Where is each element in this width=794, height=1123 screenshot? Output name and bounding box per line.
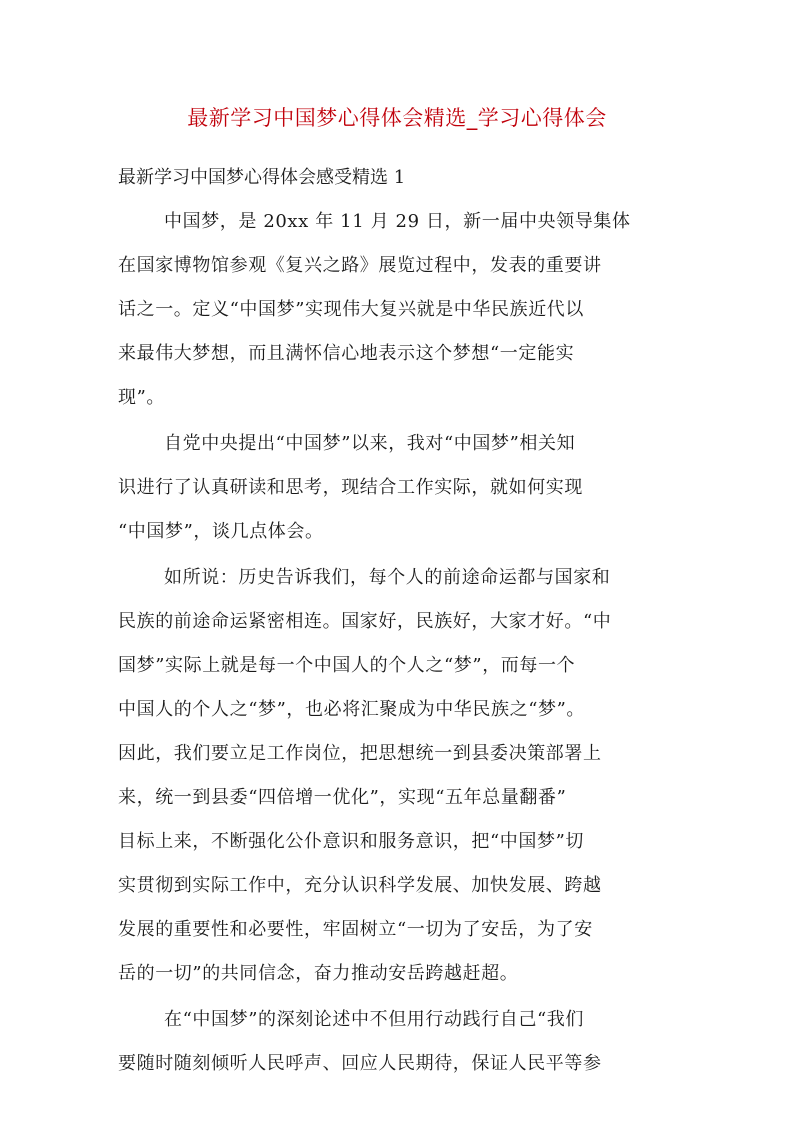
paragraph-line: 民族的前途命运紧密相连。国家好，民族好，大家才好。“中: [118, 611, 612, 632]
paragraph-line: 目标上来，不断强化公仆意识和服务意识，把“中国梦”切: [118, 831, 585, 852]
paragraph-line: 现”。: [118, 387, 166, 408]
paragraph-3: [118, 556, 688, 996]
paragraph-line: 要随时随刻倾听人民呼声、回应人民期待，保证人民平等参: [118, 1053, 602, 1074]
paragraph-line: 自党中央提出“中国梦”以来，我对“中国梦”相关知: [164, 433, 576, 454]
paragraph-line: 来最伟大梦想，而且满怀信心地表示这个梦想“一定能实: [118, 343, 575, 364]
paragraph-line: 在“中国梦”的深刻论述中不但用行动践行自己“我们: [164, 1009, 585, 1030]
paragraph-line: 岳的一切”的共同信念，奋力推动安岳跨越赶超。: [118, 963, 519, 984]
paragraph-line: “中国梦”，谈几点体会。: [118, 521, 324, 542]
paragraph-line: 在国家博物馆参观《复兴之路》展览过程中，发表的重要讲: [118, 255, 602, 276]
document-body: [118, 200, 688, 1086]
paragraph-line: 识进行了认真研读和思考，现结合工作实际，就如何实现: [118, 477, 583, 498]
paragraph-line: 话之一。定义“中国梦”实现伟大复兴就是中华民族近代以: [118, 299, 585, 320]
paragraph-4: [118, 998, 688, 1086]
paragraph-line: 发展的重要性和必要性，牢固树立“一切为了安岳，为了安: [118, 919, 593, 940]
section-subtitle: 最新学习中国梦心得体会感受精选 1: [118, 167, 406, 188]
paragraph-line: 国梦”实际上就是每一个中国人的个人之“梦”，而每一个: [118, 655, 576, 676]
paragraph-line: 如所说：历史告诉我们，每个人的前途命运都与国家和: [164, 567, 611, 588]
paragraph-1: [118, 200, 688, 420]
paragraph-line: 来，统一到县委“四倍增一优化”，实现“五年总量翻番”: [118, 787, 567, 808]
paragraph-line: 因此，我们要立足工作岗位，把思想统一到县委决策部署上: [118, 743, 602, 764]
paragraph-2: [118, 422, 688, 554]
paragraph-line: 中国人的个人之“梦”，也必将汇聚成为中华民族之“梦”。: [118, 699, 586, 720]
paragraph-line: 中国梦，是 20xx 年 11 月 29 日，新一届中央领导集体: [164, 211, 631, 232]
document-title: 最新学习中国梦心得体会精选_学习心得体会: [187, 106, 607, 130]
paragraph-line: 实贯彻到实际工作中，充分认识科学发展、加快发展、跨越: [118, 875, 602, 896]
